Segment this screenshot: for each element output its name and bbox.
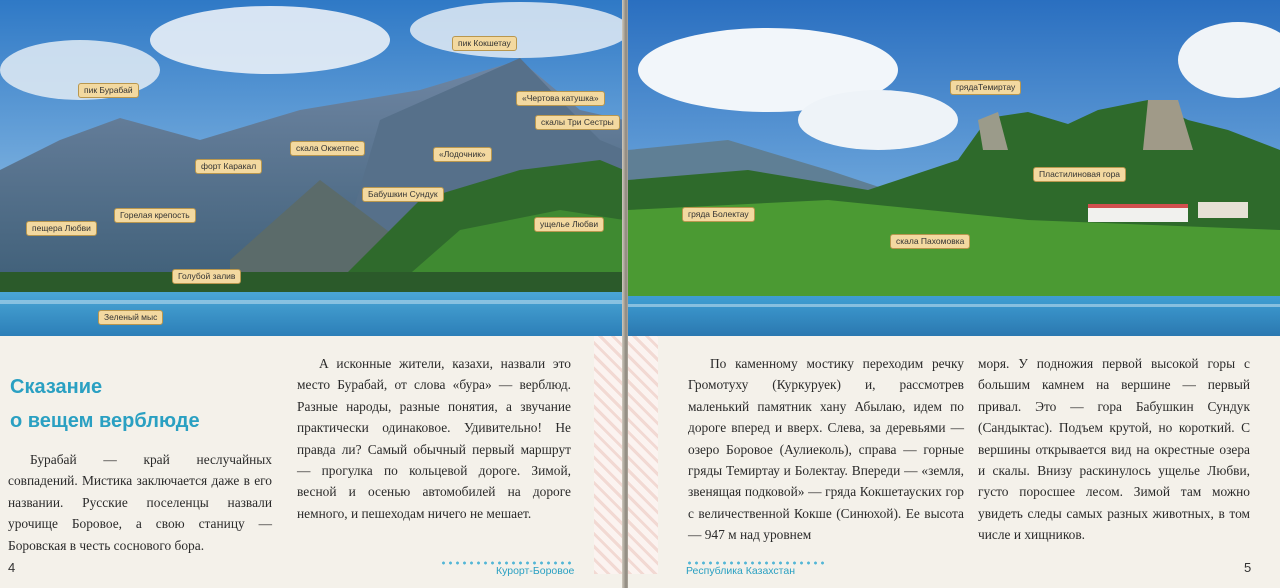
photo-label: скалы Три Сестры [535,115,620,130]
photo-label: Бабушкин Сундук [362,187,444,202]
paragraph: А исконные жители, казахи, назвали это место Бурабай, от слова «бура» — верблюд. Разные народы, разные понятия, а звучание практически одинаковое. Удивительно! Не правда ли? Самый обычный первый маршрут — прогулка по кольцевой дороге. Зимой, весной и осенью автомобилей на дороге немного, и пешеходам ничего не мешает. [297,356,571,521]
photo-label: форт Каракал [195,159,262,174]
photo-label: Голубой залив [172,269,241,284]
title-line-1: Сказание [10,376,103,398]
decorative-ornament [594,336,624,574]
paragraph: Бурабай — край неслучайных совпадений. Мистика заключается даже в его названии. Русские поселенцы назвали урочище Боровое, а свою станицу — Боровская в честь соснового бора. [8,452,272,553]
photo-label: пик Бурабай [78,83,139,98]
page-number: 4 [8,560,16,575]
photo-label: Горелая крепость [114,208,196,223]
footer-text: Курорт-Боровое [496,565,575,577]
photo-label: ущелье Любви [534,217,604,232]
paragraph: моря. У подножия первой высокой горы с большим камнем на вершине — первый привал. Это — гора Бабушкин Сундук (Сандыктас). Подъем крутой, но короткий. С вершины открывается вид на окрестные озера и скалы. Внизу раскинулось ущелье Любви, густо поросшее лесом. Зимой там можно увидеть следы самых разных животных, в том числе и хищников. [978,356,1250,543]
left-page [0,0,624,588]
photo-label: «Чертова катушка» [516,91,605,106]
decorative-ornament [628,336,658,574]
photo-label: гряда Болектау [682,207,755,222]
page-number: 5 [1244,560,1252,575]
photo-label: скала Окжетпес [290,141,365,156]
left-text-column-1 [8,449,272,556]
photo-label: «Лодочник» [433,147,492,162]
right-text-column-1 [688,353,964,546]
photo-label: скала Пахомовка [890,234,970,249]
article-title [10,370,200,438]
title-line-2: о вещем верблюде [10,410,200,432]
right-text-column-2 [978,353,1250,546]
photo-label: Зеленый мыс [98,310,163,325]
right-landscape-photo [628,0,1280,336]
right-page [628,0,1280,588]
photo-label: грядаТемиртау [950,80,1021,95]
left-landscape-photo [0,0,624,336]
paragraph: По каменному мостику переходим речку Громотуху (Куркуруек) и, рассмотрев маленький памятник хану Абылаю, идем по дороге вперед и вверх. Слева, за деревьями — озеро Боровое (Аулиеколь), справа — горные гряды Темиртау и Болектау. Впереди — «земля, звенящая подковой» — гряда Кокшетауских гор с величественной Кокше (Синюхой). Ее высота — 947 м над уровнем [688,356,964,543]
footer-text: Республика Казахстан [686,565,796,577]
left-text-column-2 [297,353,571,524]
photo-label: пик Кокшетау [452,36,517,51]
photo-label: Пластилиновая гора [1033,167,1126,182]
photo-label: пещера Любви [26,221,97,236]
